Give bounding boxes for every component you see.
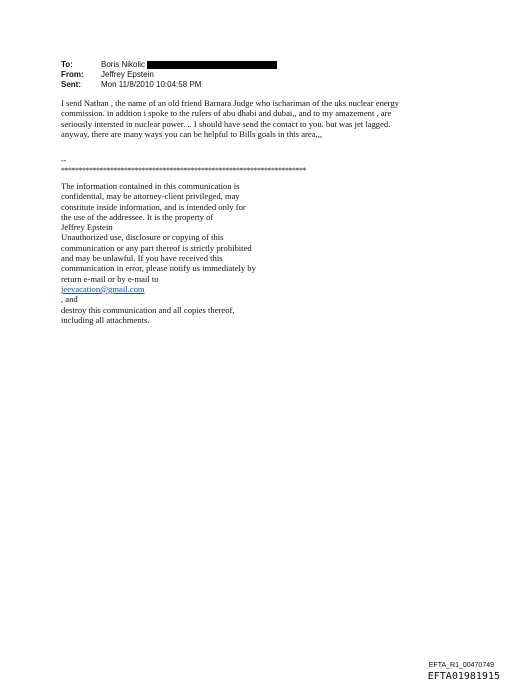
disclaimer-line: and may be unlawful. If you have received this [61,253,223,264]
disclaimer-line: confidential, may be attorney-client privileged, may [61,191,240,202]
sent-label: Sent: [61,80,81,89]
disclaimer-line: destroy this communication and all copies thereof, [61,304,235,315]
disclaimer-text: return e-mail or by e-mail to [61,273,159,284]
email-link[interactable]: jeevacation@gmail.com [61,283,145,294]
signature-dash: -- [61,156,67,165]
disclaimer-line: including all attachments. [61,314,150,325]
footer-reference: EFTA_R1_00470749 [428,662,494,669]
disclaimer-line: communication or any part thereof is strictly prohibited [61,242,252,253]
disclaimer-line: Unauthorized use, disclosure or copying of this [61,232,224,243]
disclaimer-line [61,274,301,305]
disclaimer-line: Jeffrey Epstein [61,222,113,233]
disclaimer-line: constitute inside information, and is intended only for [61,201,246,212]
to-label: To: [61,60,73,69]
body-line: seriously intersted in nuclear power. .. I should have send the contact to you. but was jet lagged. [61,118,391,129]
footer-bates-number: EFTA01981915 [427,671,500,682]
to-value: Boris Nikolic [101,60,146,69]
from-value: Jeffrey Epstein [101,70,154,79]
to-row [61,60,277,70]
sent-value: Mon 11/8/2010 10:04:58 PM [101,80,202,89]
redaction-bar [147,61,277,69]
disclaimer-line: the use of the addressee. It is the property of [61,211,214,222]
disclaimer-line: communication in error, please notify us immediately by [61,263,256,274]
body-line: I send Nathan , the name of an old friend Barnara Judge who ischariman of the uks nuclear energy [61,98,399,108]
from-row [61,70,277,80]
disclaimer-text: , and [61,294,78,305]
disclaimer-line: The information contained in this communication is [61,181,240,191]
from-label: From: [61,70,84,79]
body-line: anyway, there are many ways you can be helpful to Bills goals in this area,,, [61,128,322,139]
email-header [61,60,277,90]
body-line: commission. in addtion i spoke to the rulers of abu dhabi and dubai,, and to my amazement , are [61,108,392,119]
email-body [61,98,461,139]
asterisk-separator: ********************************************************************** [61,166,306,175]
disclaimer [61,181,301,325]
sent-row [61,80,277,90]
